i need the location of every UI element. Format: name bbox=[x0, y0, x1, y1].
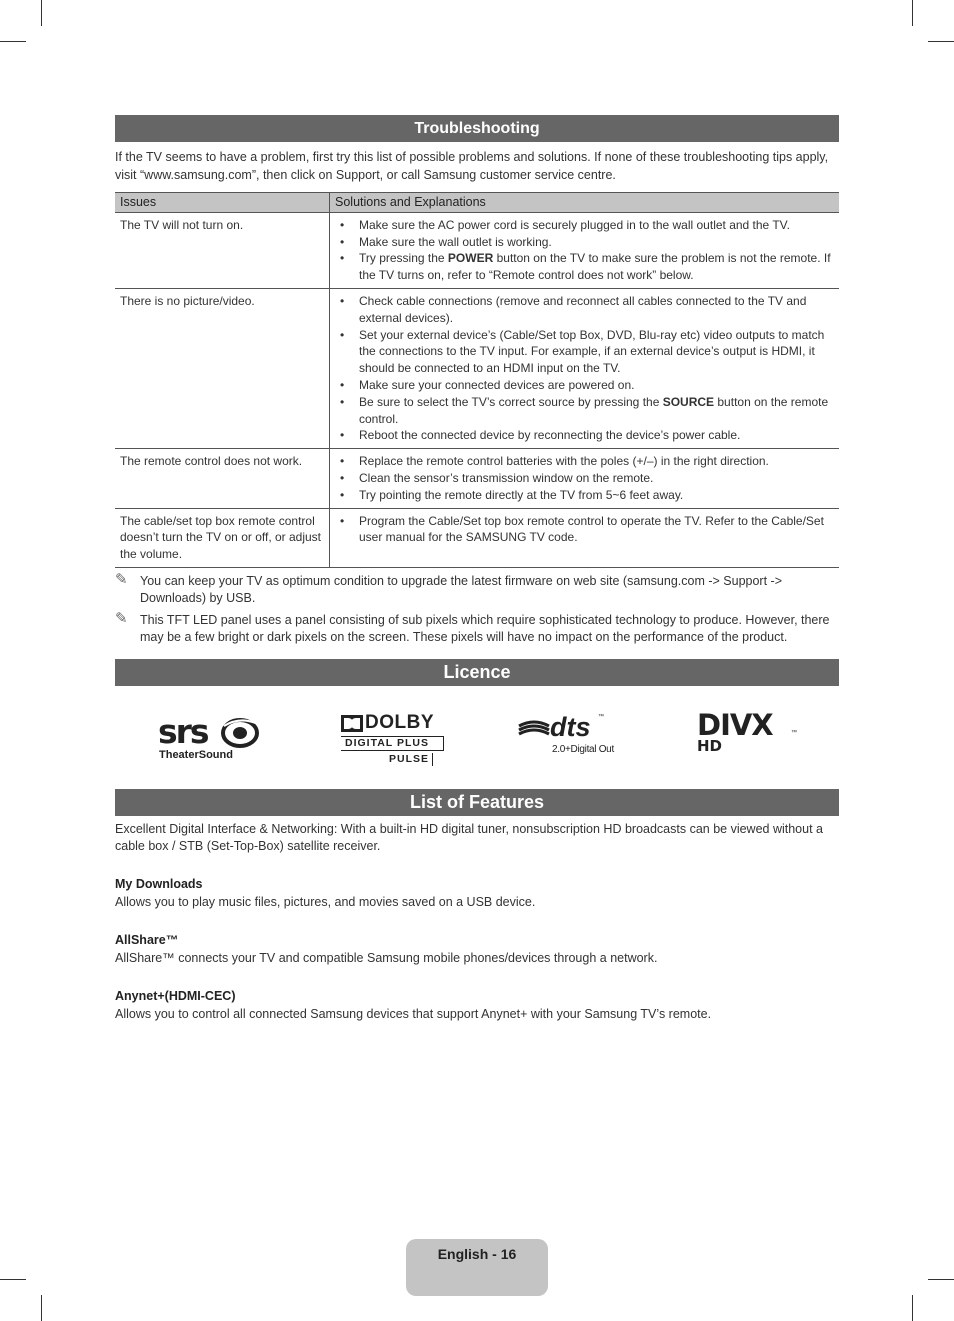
note-text: You can keep your TV as optimum condition to upgrade the latest firmware on web site (samsung.com -> Support -> Downloads) by USB. bbox=[140, 573, 783, 605]
table-row bbox=[115, 288, 839, 448]
dolby-double-d-icon bbox=[341, 715, 363, 732]
pencil-note-icon: ✎ bbox=[115, 570, 128, 588]
solution-item: • Clean the sensor’s transmission window on the remote. bbox=[335, 470, 834, 487]
licence-logos bbox=[115, 686, 839, 789]
crop-mark bbox=[41, 1295, 42, 1321]
page-content bbox=[115, 115, 839, 1023]
troubleshooting-table bbox=[115, 192, 839, 568]
dolby-logo-text: DOLBY bbox=[365, 711, 434, 733]
solution-item: • Reboot the connected device by reconnecting the device’s power cable. bbox=[335, 427, 834, 444]
solutions-column-header: Solutions and Explanations bbox=[330, 193, 840, 213]
dts-swoosh-icon bbox=[517, 720, 551, 740]
crop-mark bbox=[0, 41, 26, 42]
solutions-cell bbox=[330, 508, 840, 567]
feature-description: Allows you to control all connected Samsung devices that support Anynet+ with your Samsung TV’s remote. bbox=[115, 1006, 712, 1021]
troubleshooting-heading: Troubleshooting bbox=[115, 115, 839, 142]
note-text: This TFT LED panel uses a panel consisting of sub pixels which require sophisticated technology to produce. However, there may be a few bright or dark pixels on the screen. These pixels will have no impact on the performance of the product. bbox=[140, 612, 830, 644]
dts-sub-text: 2.0+Digital Out bbox=[552, 743, 614, 755]
dts-logo-text: dts bbox=[550, 711, 591, 742]
solution-item: • Set your external device’s (Cable/Set top Box, DVD, Blu-ray etc) video outputs to match the connections to the TV input. For example, if an external device’s output is HDMI, it should be connected to an HDMI input on the TV. bbox=[335, 327, 834, 377]
pencil-note-icon: ✎ bbox=[115, 609, 128, 627]
srs-logo-text: srs bbox=[158, 711, 208, 751]
solution-item: • Try pressing the POWER button on the TV to make sure the problem is not the remote. If the TV turns on, refer to “Remote control does not work” below. bbox=[335, 250, 834, 284]
issue-cell: The remote control does not work. bbox=[115, 449, 330, 508]
feature-title: Anynet+(HDMI-CEC) bbox=[115, 988, 236, 1003]
table-row bbox=[115, 212, 839, 288]
solutions-cell bbox=[330, 288, 840, 448]
solution-item: • Try pointing the remote directly at the TV from 5~6 feet away. bbox=[335, 487, 834, 504]
solution-item: • Check cable connections (remove and reconnect all cables connected to the TV and external devices). bbox=[335, 293, 834, 327]
table-row bbox=[115, 449, 839, 508]
note-firmware bbox=[115, 570, 839, 607]
crop-mark bbox=[0, 1279, 26, 1280]
dolby-line1-text: DIGITAL PLUS bbox=[341, 736, 444, 751]
srs-circle-icon bbox=[220, 718, 260, 748]
dolby-line2-text: PULSE bbox=[389, 753, 433, 766]
note-pixels bbox=[115, 609, 839, 646]
solution-item: • Be sure to select the TV’s correct source by pressing the SOURCE button on the remote control. bbox=[335, 394, 834, 428]
crop-mark bbox=[928, 1279, 954, 1280]
feature-description: Allows you to play music files, pictures, and movies saved on a USB device. bbox=[115, 894, 536, 909]
divx-tm-text: ™ bbox=[791, 729, 797, 736]
issue-cell: The TV will not turn on. bbox=[115, 212, 330, 288]
solution-item: • Make sure your connected devices are powered on. bbox=[335, 377, 834, 394]
solutions-cell bbox=[330, 449, 840, 508]
table-row bbox=[115, 508, 839, 567]
crop-mark bbox=[928, 41, 954, 42]
issues-column-header: Issues bbox=[115, 193, 330, 213]
divx-hd-text: HD bbox=[697, 736, 723, 755]
srs-theatersound-logo bbox=[158, 711, 262, 764]
solutions-cell bbox=[330, 212, 840, 288]
crop-mark bbox=[912, 0, 913, 26]
solution-item: • Replace the remote control batteries with the poles (+/–) in the right direction. bbox=[335, 453, 834, 470]
page-number-tab bbox=[406, 1239, 548, 1296]
feature-title: My Downloads bbox=[115, 876, 203, 891]
feature-description: AllShare™ connects your TV and compatible Samsung mobile phones/devices through a network. bbox=[115, 950, 658, 965]
dts-logo bbox=[517, 711, 623, 762]
divx-logo-text: DIVX bbox=[697, 707, 773, 742]
troubleshooting-intro: If the TV seems to have a problem, first try this list of possible problems and solutions. If none of these troubleshooting tips apply, visit “www.samsung.com”, then click on Support, or call Samsung customer service centre. bbox=[115, 150, 829, 182]
solution-item: • Program the Cable/Set top box remote control to operate the TV. Refer to the Cable/Set user manual for the SAMSUNG TV code. bbox=[335, 513, 834, 547]
page-number-label: English - 16 bbox=[437, 1246, 517, 1262]
button-name-emphasis: POWER bbox=[447, 251, 494, 266]
features-intro: Excellent Digital Interface & Networking: With a built-in HD digital tuner, nonsubscription HD broadcasts can be viewed without a cable box / STB (Set-Top-Box) satellite receiver. bbox=[115, 821, 823, 853]
dts-tm-text: ™ bbox=[598, 713, 604, 720]
solution-item: • Make sure the wall outlet is working. bbox=[335, 234, 834, 251]
issue-cell: The cable/set top box remote control doesn’t turn the TV on or off, or adjust the volume. bbox=[115, 508, 330, 567]
crop-mark bbox=[912, 1295, 913, 1321]
dolby-digital-plus-logo bbox=[341, 711, 443, 770]
srs-sub-text: TheaterSound bbox=[159, 748, 233, 761]
crop-mark bbox=[41, 0, 42, 26]
licence-heading: Licence bbox=[115, 659, 839, 686]
divx-hd-logo bbox=[697, 707, 801, 762]
feature-title: AllShare™ bbox=[115, 932, 179, 947]
button-name-emphasis: SOURCE bbox=[662, 394, 715, 409]
solution-item: • Make sure the AC power cord is securely plugged in to the wall outlet and the TV. bbox=[335, 217, 834, 234]
issue-cell: There is no picture/video. bbox=[115, 288, 330, 448]
features-heading: List of Features bbox=[115, 789, 839, 816]
